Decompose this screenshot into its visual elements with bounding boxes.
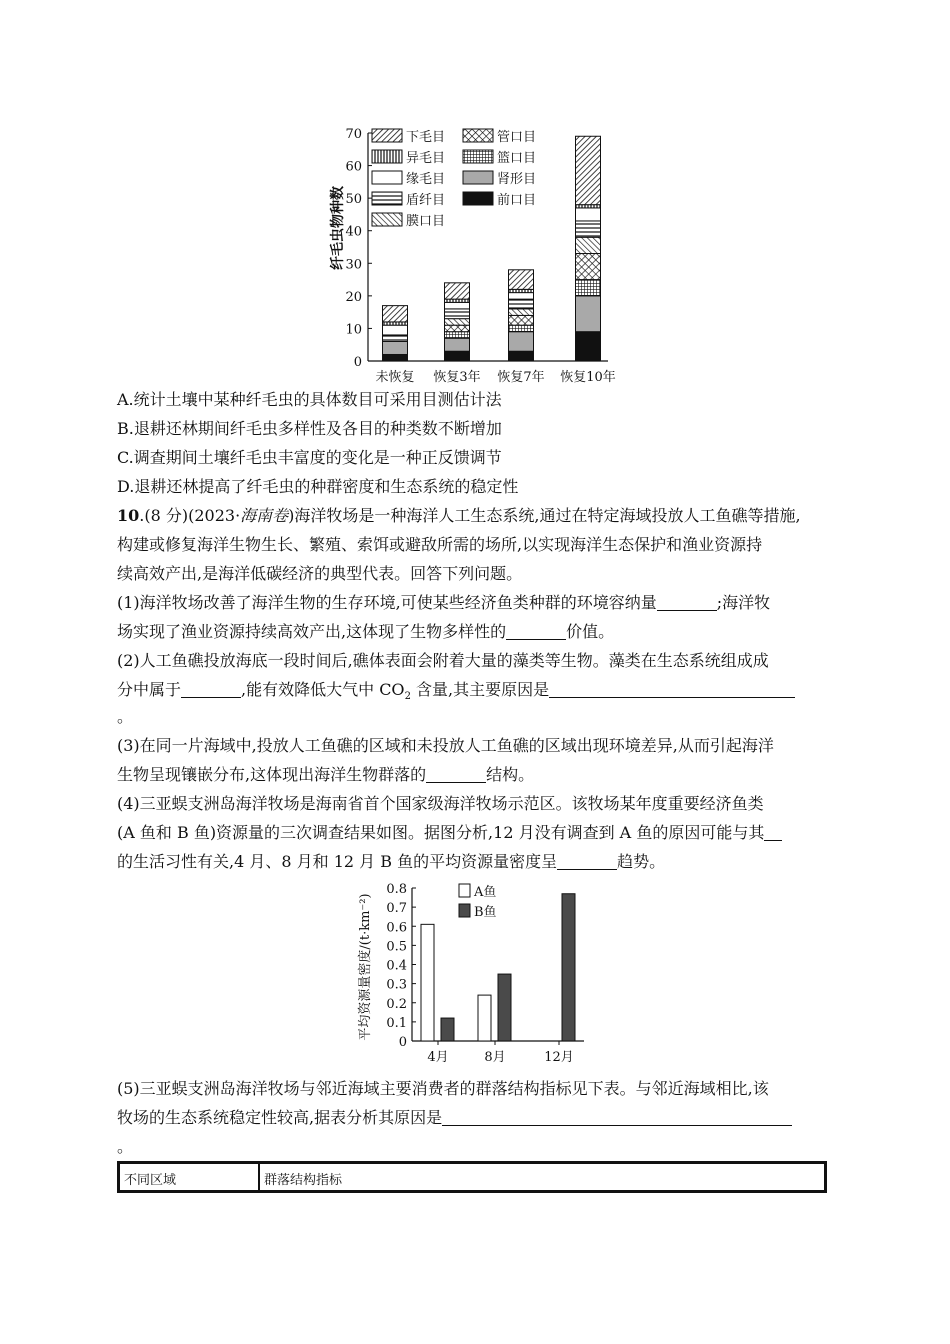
chart2-ytick-label: 0.1 bbox=[386, 1015, 407, 1031]
chart2-bar bbox=[498, 974, 511, 1041]
answer-blank[interactable] bbox=[557, 853, 617, 870]
chart1-ytick-label: 0 bbox=[353, 355, 362, 370]
chart1-bar-segment bbox=[445, 319, 470, 326]
chart1-bar-segment bbox=[509, 309, 534, 316]
chart1-bar-segment bbox=[576, 208, 601, 221]
answer-blank[interactable] bbox=[181, 681, 241, 698]
community-structure-table bbox=[117, 1161, 827, 1193]
chart1-bar-segment bbox=[509, 293, 534, 300]
table-header-index: 群落结构指标 bbox=[264, 1173, 343, 1188]
chart1-bar-segment bbox=[509, 325, 534, 332]
chart1-legend-swatch bbox=[463, 150, 493, 163]
chart1-bar-segment bbox=[576, 332, 601, 361]
chart1-bar-segment bbox=[445, 283, 470, 299]
chart1-legend-label: 缘毛目 bbox=[406, 172, 446, 187]
part-1-line-1: (1)海洋牧场改善了海洋生物的生存环境,可使某些经济鱼类种群的环境容纳量 ;海洋牧 bbox=[117, 593, 771, 612]
chart1-legend-swatch bbox=[463, 192, 493, 205]
question-10-intro-2: 构建或修复海洋生物生长、繁殖、索饵或避敌所需的场所,以实现海洋生态保护和渔业资源持 bbox=[117, 535, 763, 554]
chart1-bar-segment bbox=[509, 315, 534, 325]
chart2-xtick-label: 4月 bbox=[427, 1050, 449, 1065]
part-5-line-1: (5)三亚蜈支洲岛海洋牧场与邻近海域主要消费者的群落结构指标见下表。与邻近海域相比,该 bbox=[117, 1079, 769, 1098]
answer-blank[interactable] bbox=[506, 623, 566, 640]
chart1-bar-segment bbox=[509, 299, 534, 309]
chart1-bar-segment bbox=[445, 351, 470, 361]
chart1-bar-segment bbox=[383, 325, 408, 335]
chart2-ytick-label: 0.6 bbox=[386, 920, 407, 936]
chart1-legend-label: 篮口目 bbox=[497, 151, 537, 166]
answer-blank[interactable] bbox=[657, 594, 717, 611]
chart2-xtick-label: 12月 bbox=[544, 1050, 574, 1065]
part-4-line-2: (A 鱼和 B 鱼)资源量的三次调查结果如图。据图分析,12 月没有调查到 A 鱼的原因可能与其 bbox=[117, 822, 782, 844]
chart1-bar-segment bbox=[509, 270, 534, 290]
option-c: C.调查期间土壤纤毛虫丰富度的变化是一种正反馈调节 bbox=[117, 448, 502, 467]
chart1-legend-swatch bbox=[372, 150, 402, 163]
part-3-line-2: 生物呈现镶嵌分布,这体现出海洋生物群落的 结构。 bbox=[117, 765, 535, 784]
chart1-bar-segment bbox=[576, 296, 601, 332]
answer-blank[interactable] bbox=[549, 681, 795, 698]
chart2-bar bbox=[441, 1018, 454, 1041]
chart1-bar-segment bbox=[383, 335, 408, 342]
chart1-bar-segment bbox=[509, 332, 534, 352]
chart2-bar bbox=[478, 995, 491, 1041]
chart2-ytick-label: 0.5 bbox=[386, 939, 407, 955]
ciliate-stacked-bar-chart bbox=[320, 118, 640, 390]
chart1-ytick-label: 30 bbox=[345, 257, 362, 273]
chart1-legend-swatch bbox=[372, 192, 402, 205]
chart2-ytick-label: 0.7 bbox=[386, 901, 407, 917]
chart1-bar-segment bbox=[576, 254, 601, 280]
chart2-xtick-label: 8月 bbox=[484, 1050, 506, 1065]
chart1-bar-segment bbox=[576, 237, 601, 253]
chart2-legend-swatch bbox=[459, 884, 470, 897]
question-10-header: 10.(8 分)(2023·海南卷)海洋牧场是一种海洋人工生态系统,通过在特定海域投放人工鱼礁等措施, bbox=[117, 506, 801, 525]
chart1-bar-segment bbox=[509, 351, 534, 361]
chart1-legend-label: 前口目 bbox=[497, 193, 537, 208]
part-4-line-1: (4)三亚蜈支洲岛海洋牧场是海南省首个国家级海洋牧场示范区。该牧场某年度重要经济鱼类 bbox=[117, 794, 764, 813]
chart1-bar-segment bbox=[576, 221, 601, 237]
chart1-ytick-label: 60 bbox=[345, 159, 362, 175]
part-4-line-3: 的生活习性有关,4 月、8 月和 12 月 B 鱼的平均资源量密度呈 趋势。 bbox=[117, 852, 666, 871]
chart1-xtick-label: 恢复10年 bbox=[560, 370, 616, 385]
part-2-line-3: 。 bbox=[117, 707, 134, 726]
chart1-bar-segment bbox=[383, 341, 408, 354]
chart1-legend-label: 肾形目 bbox=[497, 172, 537, 187]
option-d: D.退耕还林提高了纤毛虫的种群密度和生态系统的稳定性 bbox=[117, 477, 519, 496]
chart2-ytick-label: 0.8 bbox=[386, 882, 407, 897]
chart2-ytick-label: 0.3 bbox=[386, 977, 407, 993]
chart1-xtick-label: 恢复7年 bbox=[497, 370, 545, 385]
part-2-line-1: (2)人工鱼礁投放海底一段时间后,礁体表面会附着大量的藻类等生物。藻类在生态系统组成成 bbox=[117, 651, 769, 670]
chart2-ytick-label: 0.2 bbox=[386, 996, 407, 1012]
chart1-bar-segment bbox=[445, 332, 470, 339]
chart2-bar bbox=[562, 894, 575, 1041]
chart2-ytick-label: 0 bbox=[398, 1035, 407, 1050]
part-2-line-2: 分中属于 ,能有效降低大气中 $CO_2$ 含量,其主要原因是 bbox=[117, 679, 795, 708]
part-1-line-2: 场实现了渔业资源持续高效产出,这体现了生物多样性的 价值。 bbox=[117, 622, 615, 641]
answer-blank[interactable] bbox=[426, 766, 486, 783]
chart1-ytick-label: 50 bbox=[345, 192, 362, 208]
chart1-bar-segment bbox=[576, 280, 601, 296]
part-5-line-2: 牧场的生态系统稳定性较高,据表分析其原因是 bbox=[117, 1107, 792, 1129]
chart1-bar-segment bbox=[445, 302, 470, 309]
chart1-bar-segment bbox=[445, 309, 470, 319]
chart2-legend-label: A鱼 bbox=[474, 885, 497, 900]
option-a: A.统计土壤中某种纤毛虫的具体数目可采用目测估计法 bbox=[117, 390, 502, 409]
chart1-legend-swatch bbox=[372, 129, 402, 142]
chart2-legend-label: B鱼 bbox=[474, 905, 497, 920]
table-header-region: 不同区域 bbox=[120, 1164, 260, 1190]
option-b: B.退耕还林期间纤毛虫多样性及各目的种类数不断增加 bbox=[117, 419, 502, 438]
chart1-ytick-label: 10 bbox=[345, 322, 362, 338]
chart1-legend-swatch bbox=[372, 171, 402, 184]
chart1-xtick-label: 未恢复 bbox=[375, 370, 415, 385]
chart1-legend-label: 下毛目 bbox=[406, 130, 446, 145]
fish-density-bar-chart bbox=[355, 872, 595, 1067]
chart1-ytick-label: 40 bbox=[345, 224, 362, 240]
chart1-bar-segment bbox=[576, 136, 601, 204]
chart2-bar bbox=[421, 924, 434, 1041]
chart2-ytick-label: 0.4 bbox=[386, 958, 407, 974]
chart1-legend-label: 膜口目 bbox=[406, 214, 446, 229]
chart1-bar-segment bbox=[383, 354, 408, 361]
chart1-ytick-label: 70 bbox=[345, 127, 362, 142]
chart2-legend-swatch bbox=[459, 904, 470, 917]
chart1-bar-segment bbox=[445, 325, 470, 332]
chart1-legend-swatch bbox=[463, 171, 493, 184]
chart1-legend-label: 异毛目 bbox=[406, 151, 446, 166]
chart1-bar-segment bbox=[383, 306, 408, 322]
chart1-ytick-label: 20 bbox=[345, 289, 362, 305]
chart1-ylabel: 纤毛虫物种数 bbox=[330, 186, 346, 270]
chart1-xtick-label: 恢复3年 bbox=[433, 370, 481, 385]
chart1-legend-swatch bbox=[372, 213, 402, 226]
chart2-ylabel: 平均资源量密度/(t·km⁻²) bbox=[358, 893, 373, 1041]
answer-blank[interactable] bbox=[764, 824, 782, 841]
chart1-legend-label: 管口目 bbox=[497, 130, 537, 145]
chart1-legend-swatch bbox=[463, 129, 493, 142]
answer-blank[interactable] bbox=[442, 1109, 792, 1126]
question-10-intro-3: 续高效产出,是海洋低碳经济的典型代表。回答下列问题。 bbox=[117, 564, 523, 583]
chart1-bar-segment bbox=[445, 338, 470, 351]
part-3-line-1: (3)在同一片海域中,投放人工鱼礁的区域和未投放人工鱼礁的区域出现环境差异,从而引起海洋 bbox=[117, 736, 774, 755]
part-5-line-3: 。 bbox=[117, 1137, 134, 1156]
chart1-legend-label: 盾纤目 bbox=[406, 193, 446, 208]
